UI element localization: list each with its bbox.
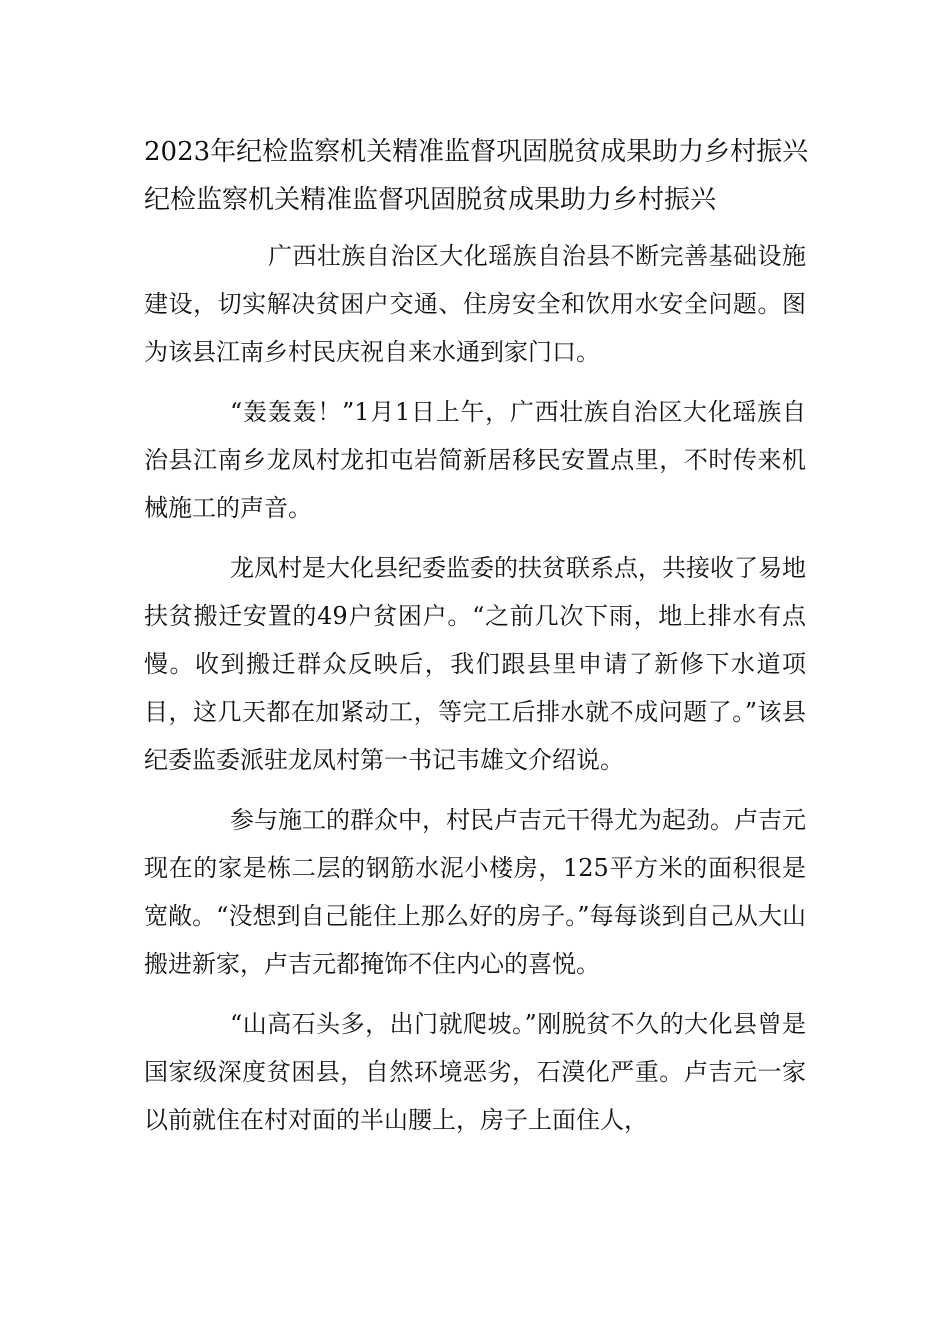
paragraph-4: “山高石头多，出门就爬坡。”刚脱贫不久的大化县曾是国家级深度贫困县，自然环境恶劣，石漠化严重。卢吉元一家以前就住在村对面的半山腰上，房子上面住人， (144, 1010, 806, 1134)
paragraph-1: “轰轰轰！”1月1日上午，广西壮族自治区大化瑶族自治县江南乡龙凤村龙扣屯岩简新居移民安置点里，不时传来机械施工的声音。 (144, 398, 806, 522)
paragraph-2: 龙凤村是大化县纪委监委的扶贫联系点，共接收了易地扶贫搬迁安置的49户贫困户。“之前几次下雨，地上排水有点慢。收到搬迁群众反映后，我们跟县里申请了新修下水道项目，这几天都在加紧动工，等完工后排水就不成问题了。”该县纪委监委派驻龙凤村第一书记韦雄文介绍说。 (144, 554, 806, 774)
document-page (144, 128, 809, 1144)
document-subtitle: 纪检监察机关精准监督巩固脱贫成果助力乡村振兴 (144, 185, 717, 215)
paragraph-3: 参与施工的群众中，村民卢吉元干得尤为起劲。卢吉元现在的家是栋二层的钢筋水泥小楼房，125平方米的面积很是宽敞。“没想到自己能住上那么好的房子。”每每谈到自己从大山搬进新家，卢吉元都掩饰不住内心的喜悦。 (144, 806, 806, 978)
document-title: 2023年纪检监察机关精准监督巩固脱贫成果助力乡村振兴 (144, 137, 809, 167)
photo-caption: 广西壮族自治区大化瑶族自治县不断完善基础设施建设，切实解决贫困户交通、住房安全和饮用水安全问题。图为该县江南乡村民庆祝自来水通到家门口。 (144, 242, 806, 366)
